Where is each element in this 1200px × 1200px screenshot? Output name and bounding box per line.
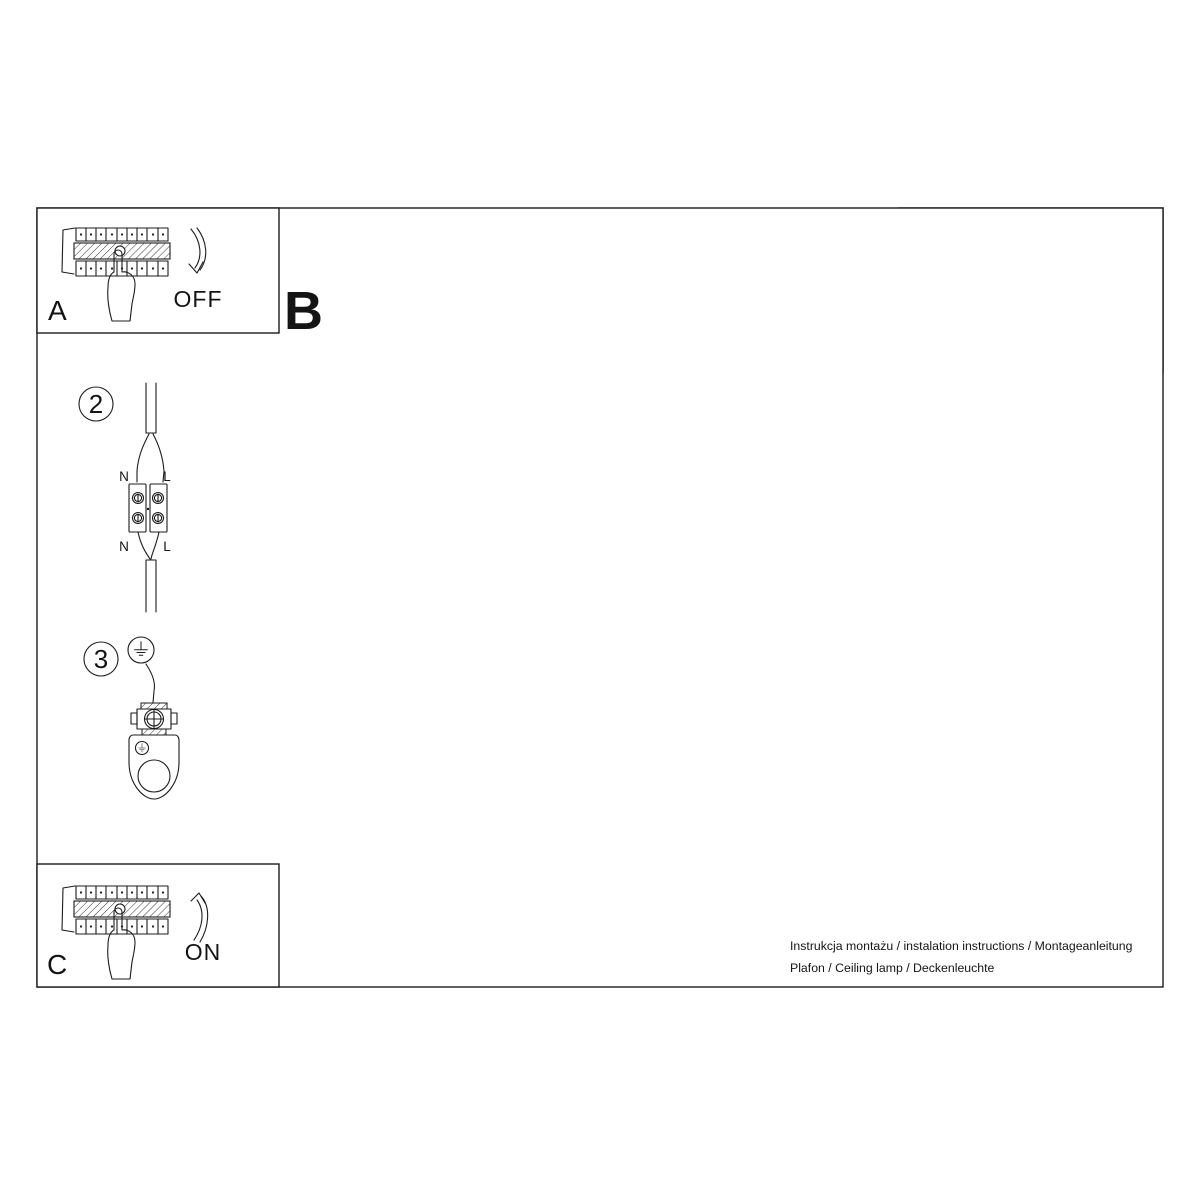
section-a-label: A — [48, 295, 67, 326]
wire-label-l-top: L — [163, 469, 171, 484]
wire-label-n-bottom: N — [119, 539, 129, 554]
off-label: OFF — [173, 286, 223, 312]
section-b-label: B — [284, 281, 323, 341]
wire-label-n-top: N — [119, 469, 129, 484]
section-c — [37, 864, 279, 987]
on-label: ON — [184, 939, 222, 965]
section-a — [37, 208, 279, 333]
ground-callout-number: 3 — [93, 644, 109, 674]
footer-line-2: Plafon / Ceiling lamp / Deckenleuchte — [790, 961, 995, 975]
section-c-label: C — [47, 949, 68, 980]
footer-line-1: Instrukcja montażu / instalation instructions / Montageanleitung — [790, 939, 1133, 953]
wire-label-l-bottom: L — [163, 539, 171, 554]
wiring-callout-number: 2 — [88, 389, 104, 419]
